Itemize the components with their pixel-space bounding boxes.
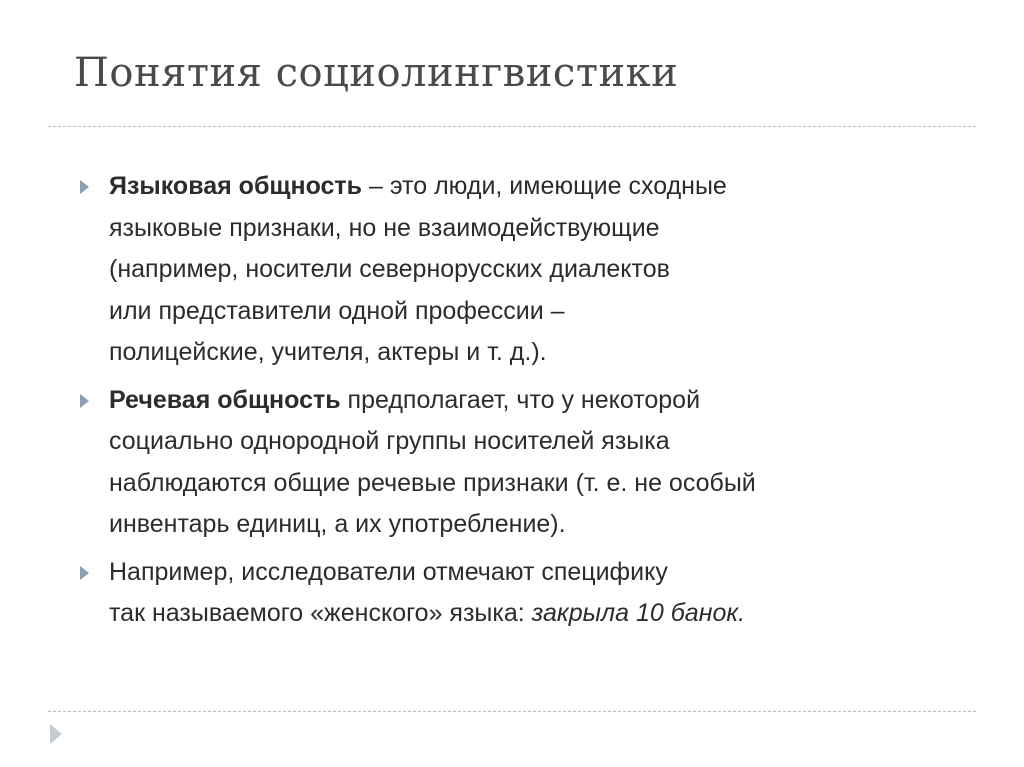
bullet-text: Например, исследователи отмечают специфику [109,557,668,586]
bullet-speech-community [80,380,960,546]
title-divider [48,126,976,127]
footer-divider [48,711,976,712]
triangle-bullet-icon [80,394,89,408]
triangle-bullet-icon [80,566,89,580]
bullet-text: – это люди, имеющие сходные [362,172,727,200]
next-slide-arrow-icon[interactable] [50,724,62,744]
bullet-text: языковые признаки, но не взаимодействующие [109,213,660,242]
term-speech-community: Речевая общность [109,385,341,414]
bullet-text: так называемого «женского» языка: [109,599,532,627]
bullet-text: социально однородной группы носителей языка [109,427,670,455]
triangle-bullet-icon [80,180,89,194]
bullet-example [80,552,960,635]
bullet-list [80,166,960,635]
bullet-text: полицейские, учителя, актеры и т. д.). [109,338,547,366]
bullet-language-community [80,166,960,374]
bullet-text: инвентарь единиц, а их употребление). [109,510,566,538]
bullet-text: или представители одной профессии – [109,296,565,325]
bullet-text: наблюдаются общие речевые признаки (т. е. не особый [109,468,756,497]
slide-title: Понятия социолингвистики [74,50,679,96]
example-phrase: закрыла 10 банок. [531,599,746,627]
bullet-text: предполагает, что у некоторой [340,385,701,414]
term-language-community: Языковая общность [109,172,363,200]
bullet-text: (например, носители севернорусских диалектов [109,255,670,283]
